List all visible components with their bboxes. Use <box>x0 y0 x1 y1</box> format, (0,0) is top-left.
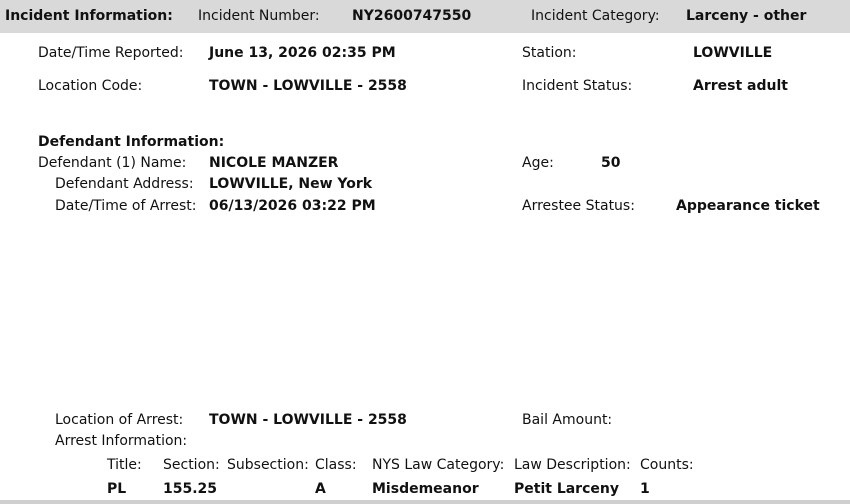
arrest-location-value: TOWN - LOWVILLE - 2558 <box>209 412 407 428</box>
location-code-value: TOWN - LOWVILLE - 2558 <box>209 78 407 94</box>
charge-counts: 1 <box>640 481 650 497</box>
age-label: Age: <box>522 155 554 171</box>
incident-number-value: NY2600747550 <box>352 8 472 24</box>
charge-title: PL <box>107 481 127 497</box>
charge-col-subsection-header: Subsection: <box>227 457 309 473</box>
incident-information-heading: Incident Information: <box>5 8 173 24</box>
age-value: 50 <box>601 155 621 171</box>
arrestee-status-label: Arrestee Status: <box>522 198 635 214</box>
charge-law-description: Petit Larceny <box>514 481 619 497</box>
charge-col-section-header: Section: <box>163 457 220 473</box>
incident-status-value: Arrest adult <box>693 78 788 94</box>
location-code-label: Location Code: <box>38 78 143 94</box>
arrest-information-label: Arrest Information: <box>55 433 188 449</box>
incident-number-label: Incident Number: <box>198 8 320 24</box>
charge-col-class-header: Class: <box>315 457 357 473</box>
bail-amount-label: Bail Amount: <box>522 412 613 428</box>
bottom-divider <box>0 500 850 504</box>
charge-col-counts-header: Counts: <box>640 457 694 473</box>
charge-col-law-description-header: Law Description: <box>514 457 631 473</box>
arrest-location-label: Location of Arrest: <box>55 412 184 428</box>
station-label: Station: <box>522 45 577 61</box>
defendant-address-label: Defendant Address: <box>55 176 194 192</box>
date-reported-label: Date/Time Reported: <box>38 45 184 61</box>
charge-section: 155.25 <box>163 481 218 497</box>
charge-class: A <box>315 481 326 497</box>
defendant-name-label: Defendant (1) Name: <box>38 155 187 171</box>
arrest-datetime-value: 06/13/2026 03:22 PM <box>209 198 376 214</box>
incident-category-label: Incident Category: <box>531 8 660 24</box>
incident-status-label: Incident Status: <box>522 78 633 94</box>
arrestee-status-value: Appearance ticket <box>676 198 820 214</box>
date-reported-value: June 13, 2026 02:35 PM <box>209 45 396 61</box>
defendant-address-value: LOWVILLE, New York <box>209 176 373 192</box>
charge-law-category: Misdemeanor <box>372 481 479 497</box>
charge-col-law-category-header: NYS Law Category: <box>372 457 505 473</box>
incident-category-value: Larceny - other <box>686 8 807 24</box>
arrest-datetime-label: Date/Time of Arrest: <box>55 198 197 214</box>
charge-col-title-header: Title: <box>107 457 142 473</box>
defendant-information-heading: Defendant Information: <box>38 134 225 150</box>
station-value: LOWVILLE <box>693 45 773 61</box>
defendant-name-value: NICOLE MANZER <box>209 155 339 171</box>
